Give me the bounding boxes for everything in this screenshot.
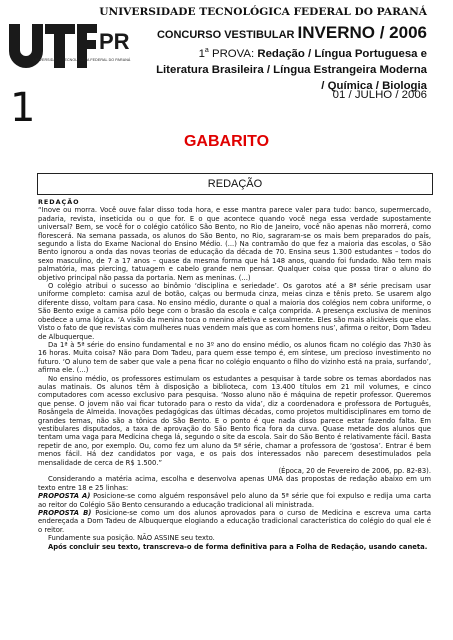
source-citation: (Época, 20 de Fevereiro de 2006, pp. 82-83). (278, 467, 431, 475)
contest-term: INVERNO / 2006 (297, 23, 427, 42)
proposal-a-label: PROPOSTA A) (38, 492, 91, 501)
utfpr-logo (7, 22, 135, 74)
essay-content (38, 198, 431, 551)
instruction-text: Considerando a matéria acima, escolha e desenvolva apenas UMA das propostas de redação abaixo em um texto entre 18 e 25 linhas: (38, 475, 431, 492)
exam-word: PROVA: (211, 47, 255, 60)
paragraph-3: Da 1ª à 5ª série do ensino fundamental e no 3º ano do ensino médio, os alunos ficam no colégio das 7h30 às 16 horas. Muita coisa? Não para Dom Tadeu, para quem esse tempo é, em síntese, um precioso investimento no futuro. ‘O aluno tem de saber que vale a pena ficar no colégio enquanto o filho do vizinho está na praia, surfando’, afirma ele. (...) (38, 340, 431, 375)
paragraph-2: O colégio atribui o sucesso ao binômio ‘disciplina e seriedade’. Os garotos até a 8ª série precisam usar uniforme completo: camisa azul de botão, calças ou bermuda cinza, meias cinza e tênis preto. Se usarem algo diferente disso, voltam para casa. No ensino médio, durante o qual a maioria dos colégios nem cobra uniforme, o São Bento exige a camisa pólo bege com o brasão da escola e calça comprida. A presença exclusiva de meninos obedece a uma lógica. ‘A visão da menina toca o menino afetiva e sexualmente. Eles são mais aliciáveis que elas. Visto o fato de que revistas com mulheres nuas vendem mais que as com homens nus’, afirma o reitor, Dom Tadeu de Albuquerque. (38, 282, 432, 341)
paragraph-4: No ensino médio, os professores estimulam os estudantes a pesquisar à tarde sobre os temas abordados nas aulas matinais. Os alunos têm à disposição a biblioteca, com 13.400 títulos em 21 mil volumes, e cinco computadores com acesso exclusivo para pesquisa. ‘Nosso aluno não é máquina de repetir professor. Queremos que pense. O jovem não vai ficar tutorado para o resto da vida’, diz a coordenadora e professora de Português, Rosângela de Almeida. Inovações pedagógicas das últimas décadas, como projetos multidisciplinares em torno de grandes temas, não são a tônica do São Bento. E o ponto é que nada disso parece estar fazendo falta. Em vestibulares disputados, a taxa de aprovação do São Bento fica fora da curva. Quase metade dos alunos que tentam uma vaga para Medicina chega lá, segundo o site da escola. Sair do São Bento é relativamente fácil. Basta repetir de ano, por exemplo. Ou, como fez um aluno da 5ª série, chamar a professora de ‘gostosa’. Entrar é bem menos fácil. Há dez candidatos por vaga, e os pais dos interessados não parecem desestimulados pela mensalidade de cerca de R$ 1.500.” (38, 374, 431, 467)
logo-subtitle: UNIVERSIDADE TECNOLÓGICA FEDERAL DO PARANÁ (33, 58, 131, 62)
svg-text:PR: PR (99, 29, 130, 54)
proposal-b (38, 509, 431, 534)
paragraph-1: “Inove ou morra. Você ouve falar disso toda hora, e esse mantra parece valer para tudo: banco, supermercado, padaria, revista, inseticida ou o que for. E o que acontece quando você nega essa verdade supostamente universal? Bem, se você for o colégio católico São Bento, no Rio de Janeiro, você não apenas não morrerá, como florescerá. Na semana passada, os alunos do São Bento, no Rio, sagraram-se os mais bem preparados do país, segundo a lista do Exame Nacional do Ensino Médio. (...) Na contramão do que fez a maioria das escolas, o São Bento ignorou a onda das novas teorias de educação da década de 70. Ensina seus 1.300 estudantes – todos do sexo masculino, de 7 a 17 anos – quase da mesma forma que há 148 anos, quando foi fundado. Não tem mais palmatória, mas piercing, tatuagem e cabelo grande nem pensar. Qualquer coisa que possa tirar o aluno do objetivo principal não passa da portaria. Nem as meninas. (...) (38, 206, 431, 282)
section-heading: REDAÇÃO (38, 198, 80, 206)
contest-prefix: CONCURSO VESTIBULAR (156, 29, 295, 41)
final-instruction: Após concluir seu texto, transcreva-o de forma definitiva para a Folha de Redação, usando caneta. (48, 542, 428, 551)
gabarito-title: GABARITO (183, 133, 270, 150)
proposal-b-text: Posicione-se como um dos alunos aprovados para o curso de Medicina e escreva uma carta endereçada a Dom Tadeu de Albuquerque elogiando a educação tradicional característica do colégio do qual ele é o reitor. (38, 509, 432, 534)
contest-title (157, 23, 427, 43)
exam-number: 1 (10, 85, 36, 131)
exam-subjects (137, 43, 427, 94)
subjects-line-2: Literatura Brasileira / Língua Estrangeira Moderna (156, 63, 427, 76)
exam-ordinal: 1$^a$ (198, 47, 209, 60)
proposal-a-text: Posicione-se como alguém responsável pelo aluno da 5ª série que foi expulso e redija uma carta ao reitor do Colégio São Bento censurando a educação tradicional ali ministrada. (38, 492, 431, 509)
proposal-a (38, 492, 431, 509)
subjects-line-3: / Química / Biologia (321, 79, 427, 92)
exam-date: 01 / JULHO / 2006 (332, 89, 427, 101)
note-text: Fundamente sua posição. NÃO ASSINE seu texto. (48, 534, 215, 543)
proposal-b-label: PROPOSTA B) (38, 509, 92, 518)
subjects-line-1: Redação / Língua Portuguesa e (257, 47, 427, 60)
section-title-box: REDAÇÃO (37, 173, 433, 195)
university-name: UNIVERSIDADE TECNOLÓGICA FEDERAL DO PARANÁ (99, 6, 427, 18)
